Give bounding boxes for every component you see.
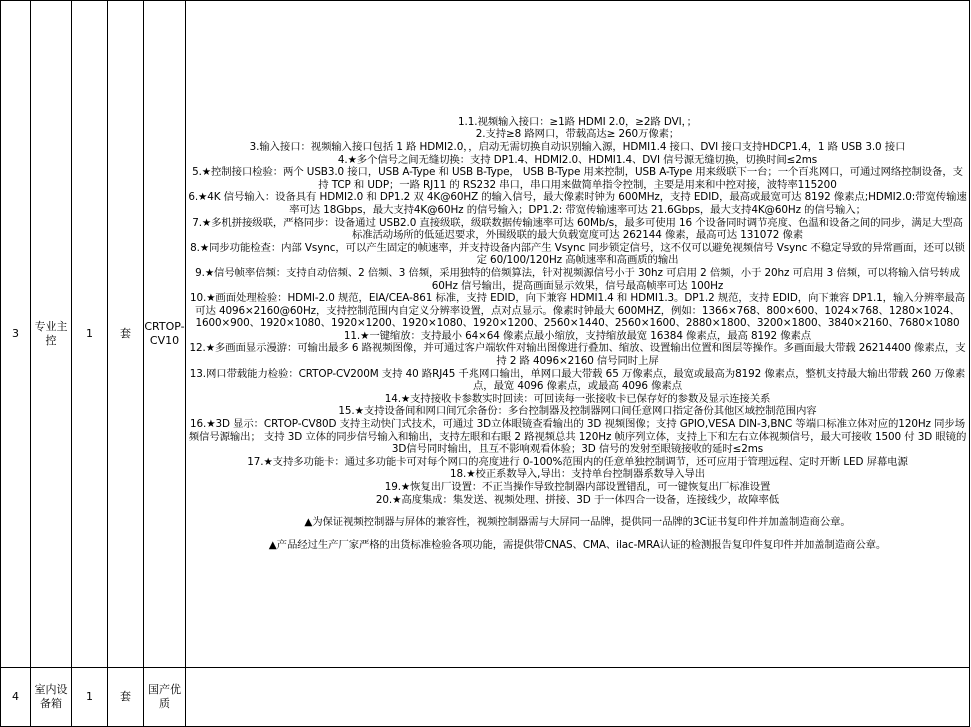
table-row	[1, 668, 970, 727]
spacer	[188, 529, 967, 539]
spec-line: 17.★支持多功能卡：通过多功能卡可对每个网口的亮度进行 0-100%范围内的任意单独控制调节，还可应用于管理远程、定时开断 LED 屏幕电源	[247, 455, 908, 468]
spec-line: 16.★3D 显示：CRTOP-CV80D 支持主动快门式技术，可通过 3D立体眼镜查看输出的 3D 视频图像；支持 GPIO,VESA DIN-3,BNC 等端口标准立体对应的120Hz 同步场频信号源输出； 支持 3D 立体的同步信号输入和输出，支持左眼和右眼 2 路视频总共 120Hz 帧序列立体，支持上下和左右立体视频信号，最大可接收 1500 付 3D 眼镜的 3D信号同时输出，且互不影响观看体验；3D 信号的发射至眼镜接收的延时≤2ms	[188, 418, 967, 456]
spec-line: 3.输入接口：视频输入接口包括 1 路 HDMI2.0，，启动无需切换自动识别输入源，HDMI1.4 接口、DVI 接口支持HDCP1.4，1 路 USB 3.0 接口	[249, 140, 906, 153]
item-model: CRTOP-CV10	[144, 1, 186, 668]
spec-line: 18.★校正系数导入,导出：支持单台控制器系数导入导出	[449, 468, 706, 481]
spec-line: 1.1.视频输入接口：≥1路 HDMI 2.0，≥2路 DVI，；	[458, 115, 697, 128]
spec-line: 11.★一键缩放：支持最小 64×64 像素点最小缩放，支持缩放最宽 16384 像素点，最高 8192 像素点	[343, 329, 812, 342]
spec-line: 15.★支持设备间和网口间冗余备份：多台控制器及控制器网口间任意网口指定备份其他区域控制范围内容	[338, 405, 817, 418]
note-test-report: ▲产品经过生产厂家严格的出货标准检验各项功能，需提供带CNAS、CMA、ilac-MRA认证的检测报告复印件复印件并加盖制造商公章。	[268, 539, 887, 552]
row-number: 4	[1, 668, 31, 727]
item-model: 国产优质	[144, 668, 186, 727]
item-unit: 套	[108, 668, 144, 727]
spacer	[188, 506, 967, 516]
spec-line: 13.网口带载能力检验：CRTOP-CV200M 支持 40 路RJ45 千兆网口输出，单网口最大带载 65 万像素点，最宽或最高为8192 像素点，整机支持最大输出带载 260 万像素点，最宽 4096 像素点，或最高 4096 像素点	[189, 367, 966, 393]
item-quantity: 1	[72, 668, 108, 727]
spec-line: 6.★4K 信号输入：设备具有 HDMI2.0 和 DP1.2 双 4K@60HZ 的输入信号，最大像素时钟为 600MHz，支持 EDID，最高或最宽可达 8192 像素点;HDMI2.0:带宽传输速率可达 18Gbps，最大支持4K@60Hz 的信号输入；DP1.2: 带宽传输速率可达 21.6Gbps，最大支持4K@60Hz 的信号输入；	[188, 191, 967, 216]
spec-line: 20.★高度集成：集发送、视频处理、拼接、3D 于一体四合一设备，连接线少，故障率低	[375, 493, 780, 506]
spec-line: 14.★支持接收卡参数实时回读：可回读每一张接收卡已保存好的参数及显示连接关系	[384, 392, 771, 405]
spec-line: 2.支持≥8 路网口，带载高达≥ 260万像素；	[475, 128, 680, 141]
item-name: 室内设备箱	[31, 668, 72, 727]
item-unit: 套	[108, 1, 144, 668]
item-quantity: 1	[72, 1, 108, 668]
table-row	[1, 1, 970, 668]
spec-line: 12.★多画面显示漫游：可输出最多 6 路视频图像，并可通过客户端软件对输出图像进行叠加、缩放、设置输出位置和图层等操作。多画面最大带载 26214400 像素点，支持 2 路 4096×2160 信号同时上屏	[189, 342, 966, 368]
spec-cell	[186, 668, 970, 727]
spec-line: 8.★同步功能检查：内部 Vsync，可以产生固定的帧速率，并支持设备内部产生 Vsync 同步锁定信号，这不仅可以避免视频信号 Vsync 不稳定导致的异常画面，还可以锁定 60/100/120Hz 高帧速率和高画质的输出	[190, 241, 965, 267]
note-certificate: ▲为保证视频控制器与屏体的兼容性，视频控制器需与大屏同一品牌，提供同一品牌的3C证书复印件并加盖制造商公章。	[304, 516, 851, 529]
spec-line: 9.★信号帧率倍频：支持自动倍频、2 倍频、3 倍频，采用独特的倍频算法，针对视频源信号小于 30hz 可启用 2 倍频，小于 20hz 可启用 3 倍频，可以将输入信号转成 60Hz 信号输出，提高画面显示效果，信号最高帧率可达 100Hz	[195, 266, 960, 292]
row-number: 3	[1, 1, 31, 668]
spec-line: 10.★画面处理检验：HDMI-2.0 规范，EIA/CEA-861 标准，支持 EDID，向下兼容 HDMI1.4 和 HDMI1.3。DP1.2 规范，支持 EDID，向下兼容 DP1.1，输入分辨率最高可达 4096×2160@60Hz，支持控制范围内自定义分辨率设置，点对点显示。像素时钟最大 600MHZ，例如：1366×768、800×600、1024×768、1280×1024、1600×900、1920×1080、1920×1200、1920×1080、1920×1200、2560×1440、2560×1600、2880×1800、3200×1800、3840×2160、7680×1080	[189, 292, 965, 330]
spec-line: 7.★多机拼接级联，严格同步：设备通过 USB2.0 直接级联，级联数据传输速率可达 60Mb/s，最多可使用 16 个设备同时调节亮度、色温和设备之间的同步，满足大型高标准活动场所的低延迟要求，外围级联的最大负载宽度可达 262144 像素，最高可达 131072 像素	[192, 216, 963, 242]
spec-line: 4.★多个信号之间无缝切换：支持 DP1.4、HDMI2.0、HDMI1.4、DVI 信号源无缝切换，切换时间≤2ms	[337, 153, 818, 166]
spec-line: 19.★恢复出厂设置：不正当操作导致控制器内部设置错乱，可一键恢复出厂标准设置	[384, 481, 771, 494]
spec-cell	[186, 1, 970, 668]
item-name: 专业主控	[31, 1, 72, 668]
spec-line: 5.★控制接口检验：两个 USB3.0 接口，USB A-Type 和 USB B-Type， USB B-Type 用来控制，USB A-Type 用来级联下一台；一个百兆网口，可通过网络控制设备，支持 TCP 和 UDP；一路 RJ11 的 RS232 串口，串口用来做简单指令控制，主要是用来和中控对接，波特率115200	[192, 166, 963, 191]
